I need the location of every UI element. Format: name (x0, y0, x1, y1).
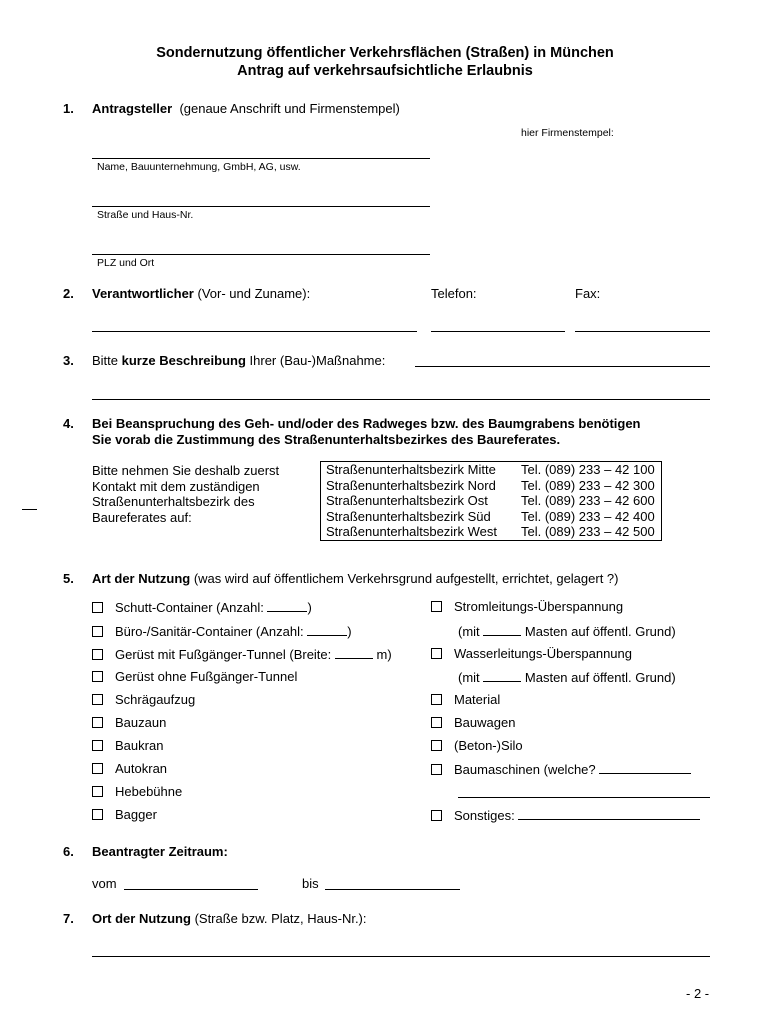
section3-bold: kurze Beschreibung (121, 353, 246, 368)
usage-option-silo[interactable] (431, 738, 523, 753)
section5-number: 5. (63, 571, 74, 586)
schutt-count-input[interactable] (267, 599, 307, 612)
baukran-checkbox[interactable] (92, 740, 103, 751)
fax-field[interactable] (575, 331, 710, 332)
section2-note: (Vor- und Zuname): (197, 286, 311, 301)
option-label: (Beton-)Silo (454, 738, 523, 753)
section3-number: 3. (63, 353, 74, 368)
usage-option-baumaschinen[interactable] (431, 761, 691, 777)
option-label-suffix: ) (347, 624, 352, 639)
section2-heading-line (92, 286, 310, 301)
section3-prefix: Bitte (92, 353, 119, 368)
baumaschinen-checkbox[interactable] (431, 764, 442, 775)
table-row (321, 509, 662, 525)
sonstiges-checkbox[interactable] (431, 810, 442, 821)
district-name: Straßenunterhaltsbezirk Mitte (326, 462, 496, 477)
to-label: bis (302, 876, 319, 891)
wasser-checkbox[interactable] (431, 648, 442, 659)
district-name: Straßenunterhaltsbezirk Nord (326, 477, 496, 493)
section1-note: (genaue Anschrift und Firmenstempel) (179, 101, 400, 116)
district-name: Straßenunterhaltsbezirk West (326, 524, 497, 540)
usage-option-bagger[interactable] (92, 807, 157, 822)
phone-field[interactable] (431, 331, 565, 332)
district-tel: Tel. (089) 233 – 42 500 (521, 524, 655, 540)
page-title: Sondernutzung öffentlicher Verkehrsflächen (Straßen) in München (156, 45, 614, 61)
option-label-suffix: Masten auf öffentl. Grund) (521, 670, 676, 685)
buero-count-input[interactable] (307, 623, 347, 636)
section7-heading: Ort der Nutzung (92, 911, 191, 926)
section1-heading-line (92, 101, 400, 116)
section4-heading-line1: Bei Beanspruchung des Geh- und/oder des Radweges bzw. des Baumgrabens benötigen (92, 416, 641, 431)
option-label: Schutt-Container (Anzahl: (115, 600, 268, 615)
description-field-line2[interactable] (92, 399, 710, 400)
table-row (321, 524, 662, 540)
option-label: (mit (458, 670, 484, 685)
section4-heading-line2: Sie vorab die Zustimmung des Straßenunterhaltsbezirkes des Baureferates. (92, 432, 561, 447)
section1-number: 1. (63, 101, 74, 116)
option-label: Material (454, 692, 501, 707)
option-label: Baumaschinen (welche? (454, 762, 600, 777)
description-field-line1[interactable] (415, 366, 710, 367)
strom-masts-input[interactable] (483, 623, 521, 636)
section2-heading: Verantwortlicher (92, 286, 194, 301)
bauwagen-checkbox[interactable] (431, 717, 442, 728)
section5-note: (was wird auf öffentlichem Verkehrsgrund aufgestellt, errichtet, gelagert ?) (193, 571, 619, 586)
section5-heading: Art der Nutzung (92, 571, 191, 586)
usage-option-bauwagen[interactable] (431, 715, 515, 730)
section3-heading-line (92, 353, 385, 368)
section4-number: 4. (63, 416, 74, 431)
stamp-area[interactable] (520, 140, 720, 250)
usage-option-baukran[interactable] (92, 738, 163, 753)
section7-note: (Straße bzw. Platz, Haus-Nr.): (194, 911, 367, 926)
usage-option-buero-container[interactable] (92, 623, 352, 639)
section7-number: 7. (63, 911, 74, 926)
option-label: Autokran (115, 761, 168, 776)
option-label: Sonstiges: (454, 808, 519, 823)
usage-option-hebebuehne[interactable] (92, 784, 182, 799)
district-name: Straßenunterhaltsbezirk Ost (326, 493, 488, 509)
option-label: Gerüst mit Fußgänger-Tunnel (Breite: (115, 647, 335, 662)
name-field-label: Name, Bauunternehmung, GmbH, AG, usw. (97, 161, 301, 173)
usage-option-bauzaun[interactable] (92, 715, 166, 730)
district-tel: Tel. (089) 233 – 42 600 (521, 493, 655, 509)
usage-option-wasser[interactable] (431, 646, 632, 661)
from-label: vom (92, 876, 117, 891)
usage-option-sonstiges[interactable] (431, 807, 700, 823)
intro-line: Baureferates auf: (92, 509, 192, 525)
margin-mark (22, 509, 37, 510)
district-table (320, 461, 662, 541)
usage-option-autokran[interactable] (92, 761, 167, 776)
district-tel: Tel. (089) 233 – 42 100 (521, 462, 655, 477)
option-label: Schrägaufzug (115, 692, 196, 707)
option-label: (mit (458, 624, 484, 639)
district-tel: Tel. (089) 233 – 42 300 (521, 477, 655, 493)
page-number: - 2 - (686, 986, 710, 1001)
option-label: Hebebühne (115, 784, 183, 799)
to-date-input[interactable] (325, 889, 460, 890)
section3-suffix: Ihrer (Bau-)Maßnahme: (249, 353, 386, 368)
option-label: Baukran (115, 738, 164, 753)
option-label-suffix: Masten auf öffentl. Grund) (521, 624, 676, 639)
tunnel-width-input[interactable] (335, 646, 373, 659)
bagger-checkbox[interactable] (92, 809, 103, 820)
plz-field[interactable] (92, 254, 430, 255)
option-label: Stromleitungs-Überspannung (454, 599, 624, 614)
sonstiges-input[interactable] (518, 807, 700, 820)
wasser-masts-input[interactable] (483, 669, 521, 682)
usage-option-schutt-container[interactable] (92, 599, 312, 615)
option-label: Bagger (115, 807, 157, 822)
usage-option-geruest-ohne[interactable] (92, 669, 297, 684)
plz-field-label: PLZ und Ort (97, 257, 155, 269)
usage-option-geruest-tunnel[interactable] (92, 646, 392, 662)
buero-container-checkbox[interactable] (92, 626, 103, 637)
location-field[interactable] (92, 956, 710, 957)
baumaschinen-input[interactable] (599, 761, 691, 774)
option-label: Bauwagen (454, 715, 516, 730)
section4-intro (92, 463, 279, 525)
geruest-tunnel-checkbox[interactable] (92, 649, 103, 660)
street-field[interactable] (92, 206, 430, 207)
section6-heading: Beantragter Zeitraum: (92, 844, 228, 859)
bauzaun-checkbox[interactable] (92, 717, 103, 728)
table-row (321, 462, 662, 478)
option-label: Büro-/Sanitär-Container (Anzahl: (115, 624, 308, 639)
section1-heading: Antragsteller (92, 101, 173, 116)
table-row (321, 493, 662, 509)
usage-option-material[interactable] (431, 692, 500, 707)
intro-line: Kontakt mit dem zuständigen (92, 478, 260, 494)
responsible-name-field[interactable] (92, 331, 417, 332)
baumaschinen-input-line2[interactable] (458, 797, 710, 798)
strom-checkbox[interactable] (431, 601, 442, 612)
strom-masts-line (458, 623, 676, 639)
usage-option-strom[interactable] (431, 599, 623, 614)
schraegaufzug-checkbox[interactable] (92, 694, 103, 705)
from-date-input[interactable] (124, 889, 258, 890)
street-field-label: Straße und Haus-Nr. (97, 209, 194, 221)
schutt-container-checkbox[interactable] (92, 602, 103, 613)
section2-number: 2. (63, 286, 74, 301)
section7-heading-line (92, 911, 367, 926)
fax-label: Fax: (575, 286, 601, 301)
option-label-suffix: ) (307, 600, 312, 615)
autokran-checkbox[interactable] (92, 763, 103, 774)
section5-heading-line (92, 571, 618, 586)
hebebuehne-checkbox[interactable] (92, 786, 103, 797)
usage-option-schraegaufzug[interactable] (92, 692, 195, 707)
material-checkbox[interactable] (431, 694, 442, 705)
option-label-suffix: m) (372, 647, 392, 662)
option-label: Bauzaun (115, 715, 167, 730)
district-tel: Tel. (089) 233 – 42 400 (521, 508, 655, 524)
phone-label: Telefon: (431, 286, 477, 301)
option-label: Gerüst ohne Fußgänger-Tunnel (115, 669, 298, 684)
page-subtitle: Antrag auf verkehrsaufsichtliche Erlaubnis (237, 63, 533, 79)
wasser-masts-line (458, 669, 676, 685)
intro-line: Straßenunterhaltsbezirk des (92, 494, 255, 510)
district-name: Straßenunterhaltsbezirk Süd (326, 508, 491, 524)
table-row (321, 478, 662, 494)
geruest-ohne-checkbox[interactable] (92, 671, 103, 682)
stamp-label: hier Firmenstempel: (521, 127, 614, 139)
option-label: Wasserleitungs-Überspannung (454, 646, 633, 661)
silo-checkbox[interactable] (431, 740, 442, 751)
intro-line: Bitte nehmen Sie deshalb zuerst (92, 463, 280, 478)
section6-number: 6. (63, 844, 74, 859)
name-field[interactable] (92, 158, 430, 159)
